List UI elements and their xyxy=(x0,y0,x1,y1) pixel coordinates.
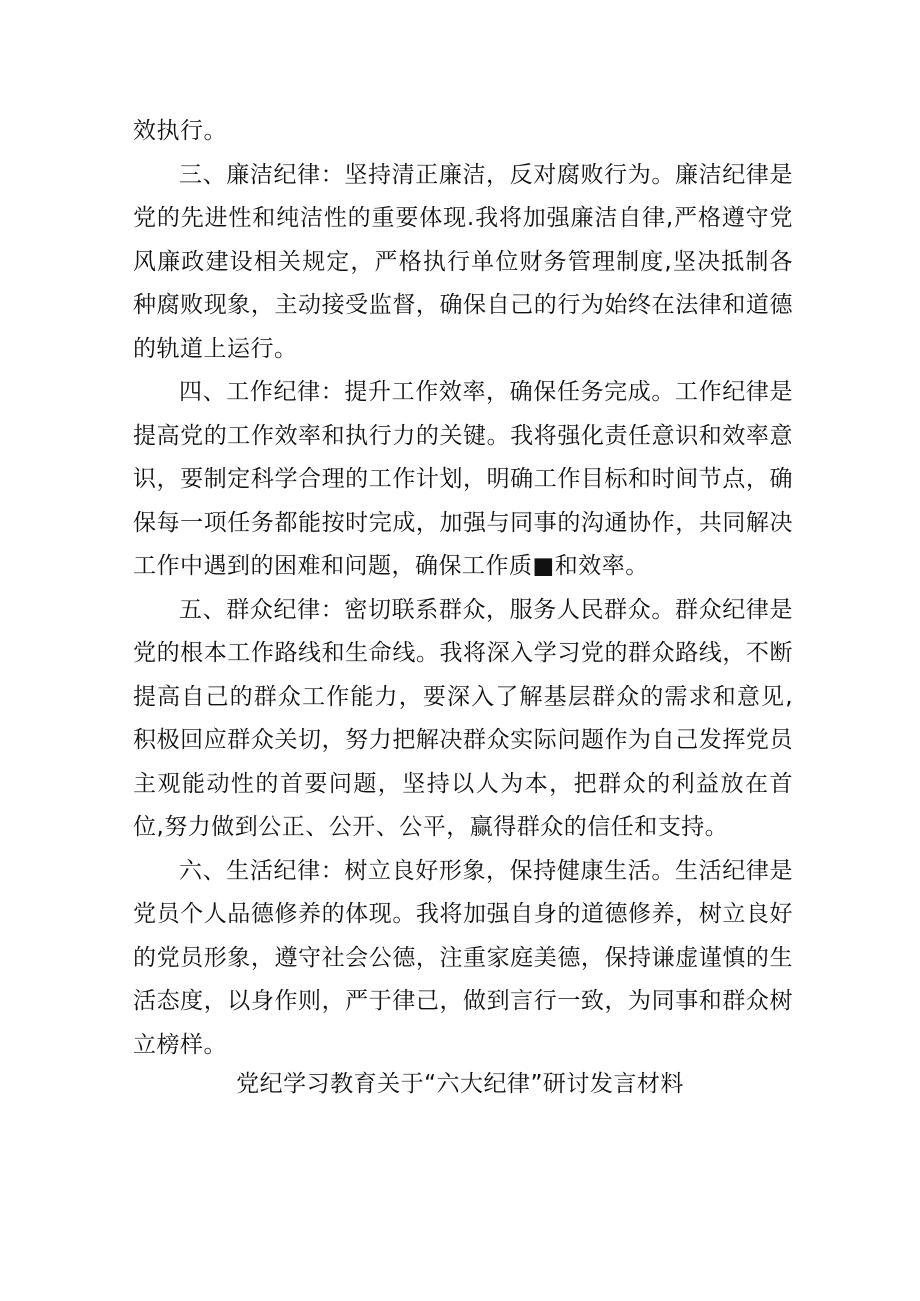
paragraph-work-discipline: 四、工作纪律：提升工作效率，确保任务完成。工作纪律是提高党的工作效率和执行力的关键。我将强化责任意识和效率意识，要制定科学合理的工作计划，明确工作目标和时间节点，确保每一项任务都能按时完成，加强与同事的沟通协作，共同解决工作中遇到的困难和问题，确保工作质■和效率。 xyxy=(133,379,793,579)
paragraph-life-discipline: 六、生活纪律：树立良好形象，保持健康生活。生活纪律是党员个人品德修养的体现。我将加强自身的道德修养，树立良好的党员形象，遵守社会公德，注重家庭美德，保持谦虚谨慎的生活态度，以身作则，严于律己，做到言行一致，为同事和群众树立榜样。 xyxy=(133,857,793,1058)
paragraph-mass-discipline: 五、群众纪律：密切联系群众，服务人民群众。群众纪律是党的根本工作路线和生命线。我将深入学习党的群众路线，不断提高自己的群众工作能力，要深入了解基层群众的需求和意见,积极回应群众关切，努力把解决群众实际问题作为自己发挥党员主观能动性的首要问题，坚持以人为本，把群众的利益放在首位,努力做到公正、公开、公平，赢得群众的信任和支持。 xyxy=(133,596,793,840)
paragraph-continuation: 效执行。 xyxy=(133,118,227,144)
paragraph-integrity-discipline: 三、廉洁纪律：坚持清正廉洁，反对腐败行为。廉洁纪律是党的先进性和纯洁性的重要体现.我将加强廉洁自律,严格遵守党风廉政建设相关规定，严格执行单位财务管理制度,坚决抵制各种腐败现象，主动接受监督，确保自己的行为始终在法律和道德的轨道上运行。 xyxy=(133,161,793,362)
document-body xyxy=(133,110,793,1067)
document-title: 党纪学习教育关于“六大纪律”研讨发言材料 xyxy=(236,1071,684,1097)
